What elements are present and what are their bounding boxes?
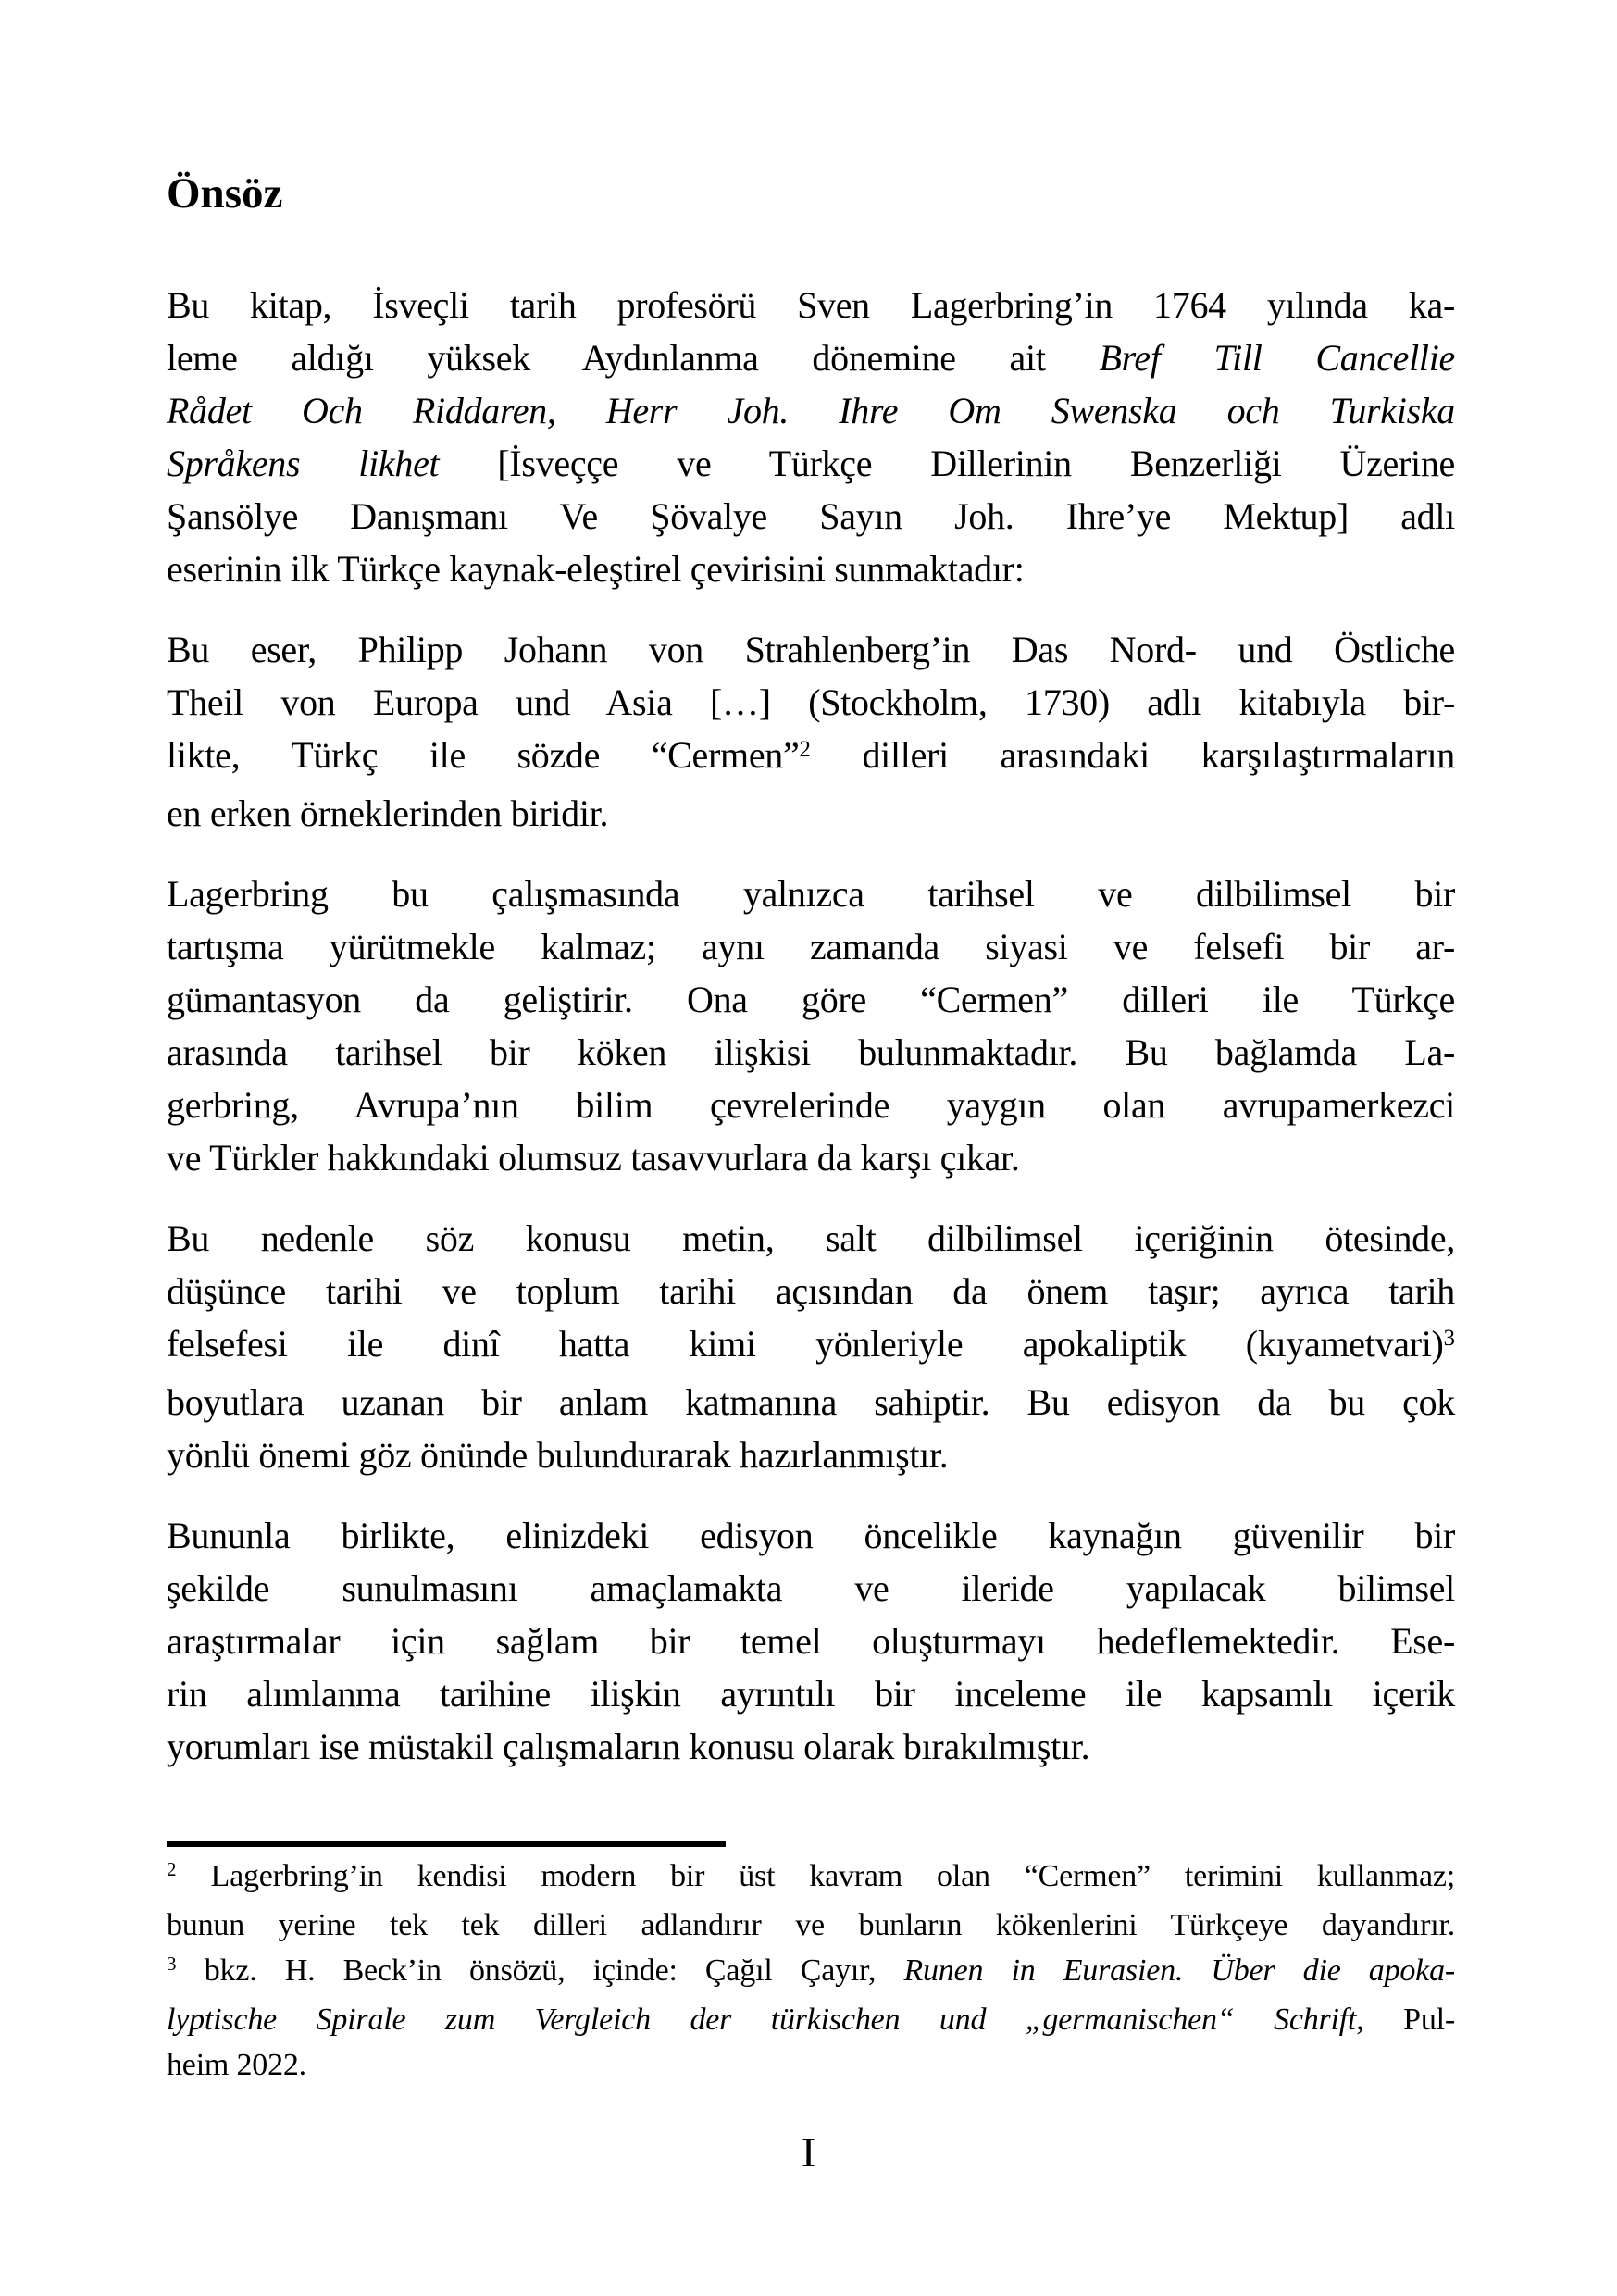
paragraph — [167, 867, 1455, 1184]
footnote — [167, 1853, 1455, 1948]
text-line: Språkens likhet [İsveççe ve Türkçe Dillerinin Benzerliği Üzerine — [167, 443, 1455, 484]
footnote-reference: 3 — [167, 1953, 177, 1976]
text-line: rin alımlanma tarihine ilişkin ayrıntılı bir inceleme ile kapsamlı içerik — [167, 1673, 1455, 1715]
text-line: lyptische Spirale zum Vergleich der türkischen und „germanischen“ Schrift, Pul- — [167, 2003, 1455, 2037]
text-line: $^3$ bkz. H. Beck’in önsözü, içinde: Çağıl Çayır, Runen in Eurasien. Über die apoka- — [167, 1953, 1455, 1988]
text-line: gerbring, Avrupa’nın bilim çevrelerinde yaygın olan avrupamerkezci — [167, 1084, 1455, 1126]
text-line: likte, Türkç ile sözde “Cermen”$^2$ dilleri arasındaki karşılaştırmaların — [167, 734, 1456, 776]
footnote-reference: 3 — [1443, 1325, 1455, 1351]
text-line: Bu kitap, İsveçli tarih profesörü Sven Lagerbring’in 1764 yılında ka- — [167, 284, 1455, 326]
text-line: boyutlara uzanan bir anlam katmanına sahiptir. Bu edisyon da bu çok — [167, 1381, 1455, 1423]
footnote — [167, 1948, 1455, 2088]
text-line: heim 2022. — [167, 2048, 306, 2082]
text-line: Bu nedenle söz konusu metin, salt dilbilimsel içeriğinin ötesinde, — [167, 1217, 1455, 1259]
text-line: araştırmalar için sağlam bir temel oluşturmayı hedeflemektedir. Ese- — [167, 1620, 1455, 1662]
text-line: bunun yerine tek tek dilleri adlandırır ve bunların kökenlerini Türkçeye dayandırır. — [167, 1908, 1455, 1942]
text-line: en erken örneklerinden biridir. — [167, 792, 609, 834]
paragraph — [167, 279, 1455, 595]
text-line: Bununla birlikte, elinizdeki edisyon öncelikle kaynağın güvenilir bir — [167, 1515, 1455, 1556]
text-line: Şansölye Danışmanı Ve Şövalye Sayın Joh. Ihre’ye Mektup] adlı — [167, 495, 1455, 537]
text-line: $^2$ Lagerbring’in kendisi modern bir üst kavram olan “Cermen” terimini kullanmaz; — [167, 1858, 1455, 1893]
paragraph — [167, 1212, 1455, 1481]
footnote-reference: 2 — [799, 736, 811, 762]
text-line: düşünce tarihi ve toplum tarihi açısından da önem taşır; ayrıca tarih — [167, 1270, 1455, 1312]
page-number: I — [801, 2128, 816, 2176]
text-line: tartışma yürütmekle kalmaz; aynı zamanda siyasi ve felsefi bir ar- — [167, 926, 1455, 967]
text-line: Theil von Europa und Asia […] (Stockholm, 1730) adlı kitabıyla bir- — [167, 681, 1455, 723]
text-line: felsefesi ile dinî hatta kimi yönleriyle apokaliptik (kıyametvari)$^3$ — [167, 1323, 1455, 1365]
text-line: yorumları ise müstakil çalışmaların konusu olarak bırakılmıştır. — [167, 1726, 1090, 1767]
text-line: yönlü önemi göz önünde bulundurarak hazırlanmıştır. — [167, 1434, 949, 1476]
text-line: Rådet Och Riddaren, Herr Joh. Ihre Om Swenska och Turkiska — [167, 390, 1455, 431]
text-line: şekilde sunulmasını amaçlamakta ve ileride yapılacak bilimsel — [167, 1567, 1455, 1609]
text-line: ve Türkler hakkındaki olumsuz tasavvurlara da karşı çıkar. — [167, 1137, 1020, 1179]
footnote-separator — [167, 1841, 726, 1847]
paragraph — [167, 623, 1455, 840]
paragraph — [167, 1509, 1455, 1773]
footnotes-block — [167, 1853, 1455, 2088]
body-text-block — [167, 279, 1455, 1801]
preface-heading: Önsöz — [167, 169, 283, 218]
text-line: arasında tarihsel bir köken ilişkisi bulunmaktadır. Bu bağlamda La- — [167, 1031, 1455, 1073]
text-line: eserinin ilk Türkçe kaynak-eleştirel çevirisini sunmaktadır: — [167, 548, 1025, 590]
footnote-reference: 2 — [167, 1858, 177, 1881]
text-line: Bu eser, Philipp Johann von Strahlenberg’in Das Nord- und Östliche — [167, 629, 1455, 670]
text-line: Lagerbring bu çalışmasında yalnızca tarihsel ve dilbilimsel bir — [167, 873, 1455, 915]
text-line: leme aldığı yüksek Aydınlanma dönemine ait Bref Till Cancellie — [167, 337, 1456, 379]
text-line: gümantasyon da geliştirir. Ona göre “Cermen” dilleri ile Türkçe — [167, 979, 1455, 1020]
